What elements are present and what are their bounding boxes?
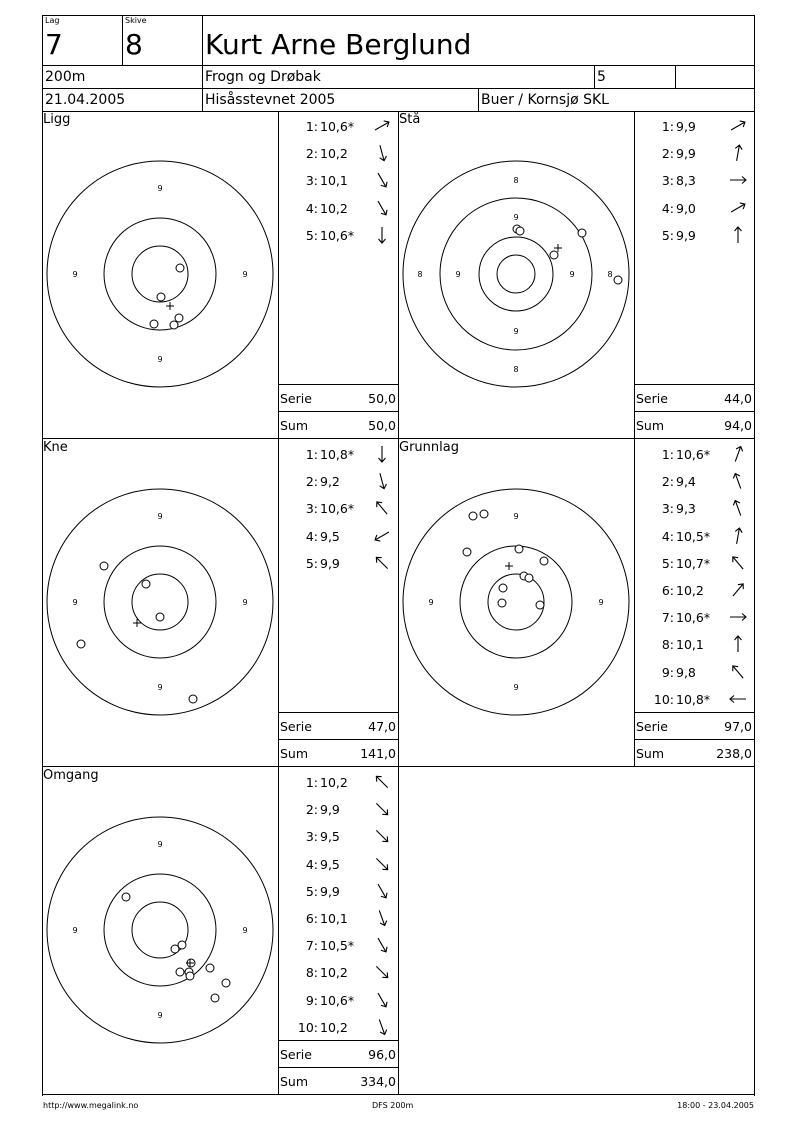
- shot-number: 2:: [661, 146, 674, 162]
- shot-value: 9,0: [676, 200, 696, 216]
- svg-text:9: 9: [513, 213, 519, 222]
- footer-url[interactable]: http://www.megalink.no: [43, 1101, 139, 1110]
- shot-value: 9,9: [676, 146, 696, 162]
- shot-row: [636, 119, 754, 135]
- shot-value: 9,9: [320, 802, 340, 818]
- shot-number: 9:: [661, 664, 674, 680]
- shot-number: 2:: [305, 802, 318, 818]
- direction-arrow-icon: [728, 444, 748, 464]
- direction-arrow-icon: [728, 607, 748, 627]
- shot-number: 8:: [661, 637, 674, 653]
- date: 21.04.2005: [45, 92, 126, 108]
- shot-number: 5:: [661, 227, 674, 243]
- shot-row: [636, 173, 754, 189]
- svg-text:9: 9: [242, 270, 248, 279]
- sum-value-ligg: 50,0: [368, 418, 396, 433]
- shot-row: [636, 146, 754, 162]
- shot-row: [636, 692, 754, 708]
- venue: Buer / Kornsjø SKL: [481, 92, 609, 108]
- club: Frogn og Drøbak: [205, 69, 321, 85]
- svg-text:9: 9: [242, 598, 248, 607]
- serie-value-kne: 47,0: [368, 719, 396, 734]
- shot-number: 2:: [305, 474, 318, 490]
- shot-number: 10:: [297, 1019, 318, 1035]
- direction-arrow-icon: [728, 198, 748, 218]
- shot-row: [636, 665, 754, 681]
- serie-value-sta: 44,0: [724, 391, 752, 406]
- shot-row: [280, 173, 398, 189]
- lag-label: Lag: [45, 16, 60, 25]
- target-grunnlag: [400, 486, 632, 718]
- sum-value-sta: 94,0: [724, 418, 752, 433]
- shot-row: [636, 529, 754, 545]
- shot-row: [280, 474, 398, 490]
- shot-row: [280, 556, 398, 572]
- svg-text:9: 9: [513, 512, 519, 521]
- shot-number: 5:: [305, 227, 318, 243]
- shot-value: 9,8: [676, 664, 696, 680]
- shot-number: 1:: [661, 447, 674, 462]
- shot-row: [280, 201, 398, 217]
- shot-value: 10,7*: [676, 555, 711, 571]
- sum-value-omgang: 334,0: [360, 1074, 396, 1089]
- svg-text:9: 9: [72, 598, 78, 607]
- shot-value: 10,1: [320, 173, 348, 189]
- serie-label: Serie: [280, 1047, 312, 1062]
- shot-row: [280, 829, 398, 845]
- target-sta: [400, 158, 632, 390]
- sum-value-kne: 141,0: [360, 746, 396, 761]
- shot-number: 4:: [661, 528, 674, 544]
- shot-value: 9,9: [676, 119, 696, 134]
- shot-value: 10,2: [320, 146, 348, 162]
- shot-number: 5:: [305, 555, 318, 571]
- shot-value: 10,5*: [676, 528, 711, 544]
- svg-text:9: 9: [157, 840, 163, 849]
- svg-text:8: 8: [607, 270, 613, 279]
- svg-text:9: 9: [157, 683, 163, 692]
- svg-text:9: 9: [569, 270, 575, 279]
- svg-text:9: 9: [157, 355, 163, 364]
- shot-number: 7:: [305, 938, 318, 954]
- direction-arrow-icon: [372, 990, 392, 1010]
- shot-number: 4:: [661, 200, 674, 216]
- shot-number: 5:: [305, 883, 318, 899]
- direction-arrow-icon: [728, 662, 748, 682]
- svg-text:9: 9: [157, 512, 163, 521]
- shot-row: [636, 583, 754, 599]
- shot-value: 10,6*: [676, 610, 711, 626]
- direction-arrow-icon: [372, 799, 392, 819]
- direction-arrow-icon: [728, 498, 748, 518]
- shot-row: [280, 911, 398, 927]
- direction-arrow-icon: [728, 116, 748, 136]
- shot-number: 1:: [305, 775, 318, 790]
- serie-label: Serie: [636, 719, 668, 734]
- shot-value: 10,2: [320, 1019, 348, 1035]
- skive-label: Skive: [125, 16, 147, 25]
- shot-value: 10,5*: [320, 938, 355, 954]
- shot-number: 6:: [305, 911, 318, 926]
- direction-arrow-icon: [372, 1017, 392, 1037]
- shot-row: [280, 857, 398, 873]
- shot-number: 3:: [305, 501, 318, 517]
- direction-arrow-icon: [728, 526, 748, 546]
- shot-value: 10,2: [320, 200, 348, 216]
- svg-text:8: 8: [513, 176, 519, 185]
- section-label-kne: Kne: [43, 440, 68, 455]
- shot-number: 5:: [661, 555, 674, 571]
- shot-number: 7:: [661, 610, 674, 626]
- shot-value: 9,5: [320, 528, 340, 544]
- direction-arrow-icon: [372, 962, 392, 982]
- section-label-grunnlag: Grunnlag: [399, 440, 459, 455]
- skive-value: 8: [125, 28, 143, 61]
- serie-label: Serie: [636, 391, 668, 406]
- serie-label: Serie: [280, 719, 312, 734]
- shot-value: 10,6*: [320, 119, 355, 134]
- direction-arrow-icon: [372, 198, 392, 218]
- shot-row: [280, 802, 398, 818]
- direction-arrow-icon: [372, 553, 392, 573]
- shot-row: [636, 474, 754, 490]
- shot-value: 9,2: [320, 474, 340, 490]
- shot-row: [280, 884, 398, 900]
- shot-row: [280, 501, 398, 517]
- direction-arrow-icon: [372, 772, 392, 792]
- shot-value: 10,2: [320, 965, 348, 981]
- svg-text:9: 9: [72, 270, 78, 279]
- target-kne: [44, 486, 276, 718]
- footer-program: DFS 200m: [372, 1101, 414, 1110]
- shot-row: [280, 228, 398, 244]
- shot-number: 3:: [661, 173, 674, 189]
- direction-arrow-icon: [372, 225, 392, 245]
- shot-number: 3:: [305, 829, 318, 845]
- shot-value: 10,6*: [676, 447, 711, 462]
- shot-value: 9,3: [676, 501, 696, 517]
- shot-row: [636, 201, 754, 217]
- shot-number: 10:: [653, 691, 674, 707]
- direction-arrow-icon: [728, 170, 748, 190]
- shot-row: [280, 529, 398, 545]
- serie-value-grunnlag: 97,0: [724, 719, 752, 734]
- shot-number: 8:: [305, 965, 318, 981]
- shot-number: 4:: [305, 528, 318, 544]
- shot-value: 10,2: [320, 775, 348, 790]
- shot-number: 9:: [305, 992, 318, 1008]
- direction-arrow-icon: [372, 170, 392, 190]
- shot-value: 10,6*: [320, 227, 355, 243]
- svg-text:9: 9: [157, 184, 163, 193]
- shot-number: 6:: [661, 583, 674, 598]
- shot-row: [280, 775, 398, 791]
- sum-label: Sum: [280, 746, 309, 761]
- svg-text:9: 9: [513, 327, 519, 336]
- shot-row: [636, 556, 754, 572]
- shot-number: 1:: [305, 119, 318, 134]
- shot-row: [280, 447, 398, 463]
- direction-arrow-icon: [372, 471, 392, 491]
- svg-text:8: 8: [513, 365, 519, 374]
- shot-number: 1:: [305, 447, 318, 462]
- shot-value: 10,6*: [320, 501, 355, 517]
- shot-value: 8,3: [676, 173, 696, 189]
- direction-arrow-icon: [372, 444, 392, 464]
- svg-text:9: 9: [513, 683, 519, 692]
- shot-value: 10,6*: [320, 992, 355, 1008]
- shot-row: [636, 228, 754, 244]
- shot-row: [280, 965, 398, 981]
- svg-text:9: 9: [428, 598, 434, 607]
- shot-value: 9,5: [320, 856, 340, 872]
- direction-arrow-icon: [728, 580, 748, 600]
- direction-arrow-icon: [372, 143, 392, 163]
- shot-number: 3:: [305, 173, 318, 189]
- shot-row: [280, 146, 398, 162]
- serie-value-ligg: 50,0: [368, 391, 396, 406]
- shot-row: [280, 119, 398, 135]
- shot-row: [636, 501, 754, 517]
- shot-value: 9,9: [320, 883, 340, 899]
- shot-number: 2:: [305, 146, 318, 162]
- shot-row: [636, 610, 754, 626]
- direction-arrow-icon: [728, 143, 748, 163]
- svg-text:9: 9: [598, 598, 604, 607]
- shot-row: [280, 938, 398, 954]
- direction-arrow-icon: [372, 826, 392, 846]
- shot-value: 10,2: [676, 583, 704, 598]
- footer-timestamp: 18:00 - 23.04.2005: [677, 1101, 754, 1110]
- svg-text:9: 9: [72, 926, 78, 935]
- shot-number: 4:: [305, 200, 318, 216]
- svg-text:9: 9: [242, 926, 248, 935]
- direction-arrow-icon: [372, 116, 392, 136]
- svg-text:9: 9: [455, 270, 461, 279]
- event-name: Hisåsstevnet 2005: [205, 92, 336, 108]
- shot-number: 2:: [661, 474, 674, 490]
- sum-label: Sum: [280, 418, 309, 433]
- direction-arrow-icon: [728, 689, 748, 709]
- distance: 200m: [45, 69, 86, 85]
- shot-value: 10,8*: [320, 447, 355, 462]
- direction-arrow-icon: [728, 471, 748, 491]
- direction-arrow-icon: [372, 498, 392, 518]
- direction-arrow-icon: [728, 225, 748, 245]
- sum-label: Sum: [636, 746, 665, 761]
- section-label-omgang: Omgang: [43, 768, 99, 783]
- shot-value: 9,4: [676, 474, 696, 490]
- direction-arrow-icon: [728, 553, 748, 573]
- klasse: 5: [597, 69, 606, 85]
- section-label-sta: Stå: [399, 112, 421, 127]
- sum-label: Sum: [636, 418, 665, 433]
- shot-value: 9,5: [320, 829, 340, 845]
- direction-arrow-icon: [372, 854, 392, 874]
- shot-row: [636, 447, 754, 463]
- shot-row: [280, 1020, 398, 1036]
- shot-number: 1:: [661, 119, 674, 134]
- sum-value-grunnlag: 238,0: [716, 746, 752, 761]
- svg-text:8: 8: [417, 270, 423, 279]
- target-omgang: [44, 814, 276, 1046]
- serie-label: Serie: [280, 391, 312, 406]
- serie-value-omgang: 96,0: [368, 1047, 396, 1062]
- shot-value: 9,9: [676, 227, 696, 243]
- direction-arrow-icon: [372, 881, 392, 901]
- shot-value: 9,9: [320, 555, 340, 571]
- lag-value: 7: [45, 28, 63, 61]
- svg-text:9: 9: [157, 1011, 163, 1020]
- sum-label: Sum: [280, 1074, 309, 1089]
- direction-arrow-icon: [372, 526, 392, 546]
- direction-arrow-icon: [728, 634, 748, 654]
- shot-number: 3:: [661, 501, 674, 517]
- shot-number: 4:: [305, 856, 318, 872]
- shot-value: 10,1: [676, 637, 704, 653]
- shot-row: [280, 993, 398, 1009]
- shot-row: [636, 637, 754, 653]
- direction-arrow-icon: [372, 908, 392, 928]
- section-label-ligg: Ligg: [43, 112, 71, 127]
- target-ligg: [44, 158, 276, 390]
- shot-value: 10,1: [320, 911, 348, 926]
- direction-arrow-icon: [372, 935, 392, 955]
- shot-value: 10,8*: [676, 691, 711, 707]
- shooter-name: Kurt Arne Berglund: [205, 28, 472, 61]
